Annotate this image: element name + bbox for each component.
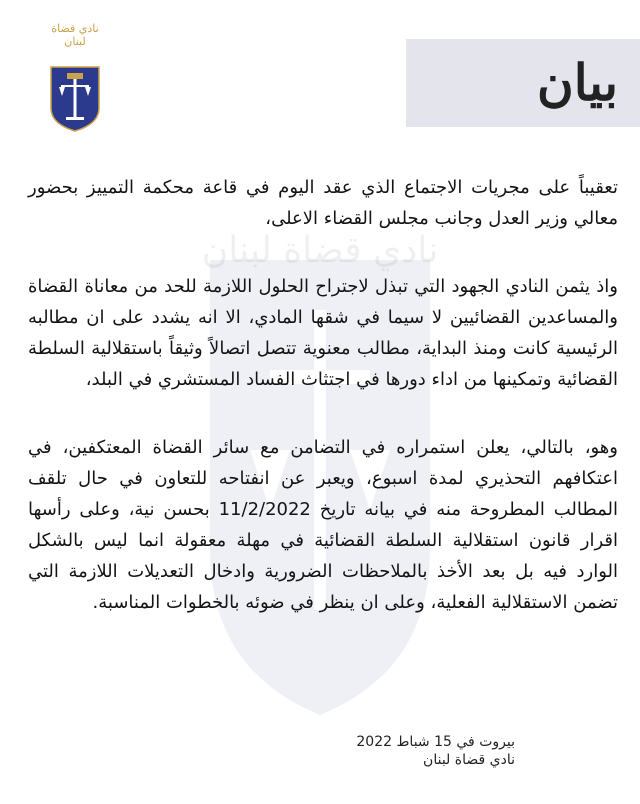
title-box (406, 39, 640, 127)
watermark-text: نادي قضاة لبنان (201, 230, 439, 271)
club-logo (40, 22, 110, 134)
logo-name-text: نادي قضاة لبنان (51, 22, 99, 48)
justice-shield-icon (50, 66, 100, 132)
page-title: بيان (537, 53, 618, 112)
paragraph-1: تعقيباً على مجريات الاجتماع الذي عقد اليوم في قاعة محكمة التمييز بحضور معالي وزير العدل وجانب مجلس القضاء الاعلى، (28, 177, 618, 229)
signoff-date: بيروت في 15 شباط 2022 (356, 734, 515, 750)
signoff (356, 733, 515, 769)
paragraph-2: واذ يثمن النادي الجهود التي تبذل لاجتراح الحلول اللازمة للحد من معاناة القضاة والمساعدين القضائيين لا سيما في شقها المادي، الا انه يشدد على ان مطالبه الرئيسية كانت ومنذ البداية، مطالب معنوية تتصل اتصالاً وثيقاً باستقلالية السلطة القضائية وتمكينها من اداء دورها في اجتثاث الفساد المستشري في البلد، (28, 276, 618, 390)
paragraph-3: وهو، بالتالي، يعلن استمراره في التضامن مع سائر القضاة المعتكفين، في اعتكافهم التحذيري لمدة اسبوع، ويعبر عن انفتاحه للتعاون في حال تلقف المطالب المطروحة منه في بيانه تاريخ 11/2/2022 بحسن نية، وعلى رأسها اقرار قانون استقلالية السلطة القضائية في مهلة معقولة انما ليس بالشكل الوارد فيه بل بعد الأخذ بالملاحظات الضرورية وادخال التعديلات اللازمة التي تضمن الاستقلالية الفعلية، وعلى ان ينظر في ضوئه بالخطوات المناسبة. (28, 437, 618, 613)
statement-body (28, 172, 618, 618)
signoff-org: نادي قضاة لبنان (423, 752, 515, 768)
